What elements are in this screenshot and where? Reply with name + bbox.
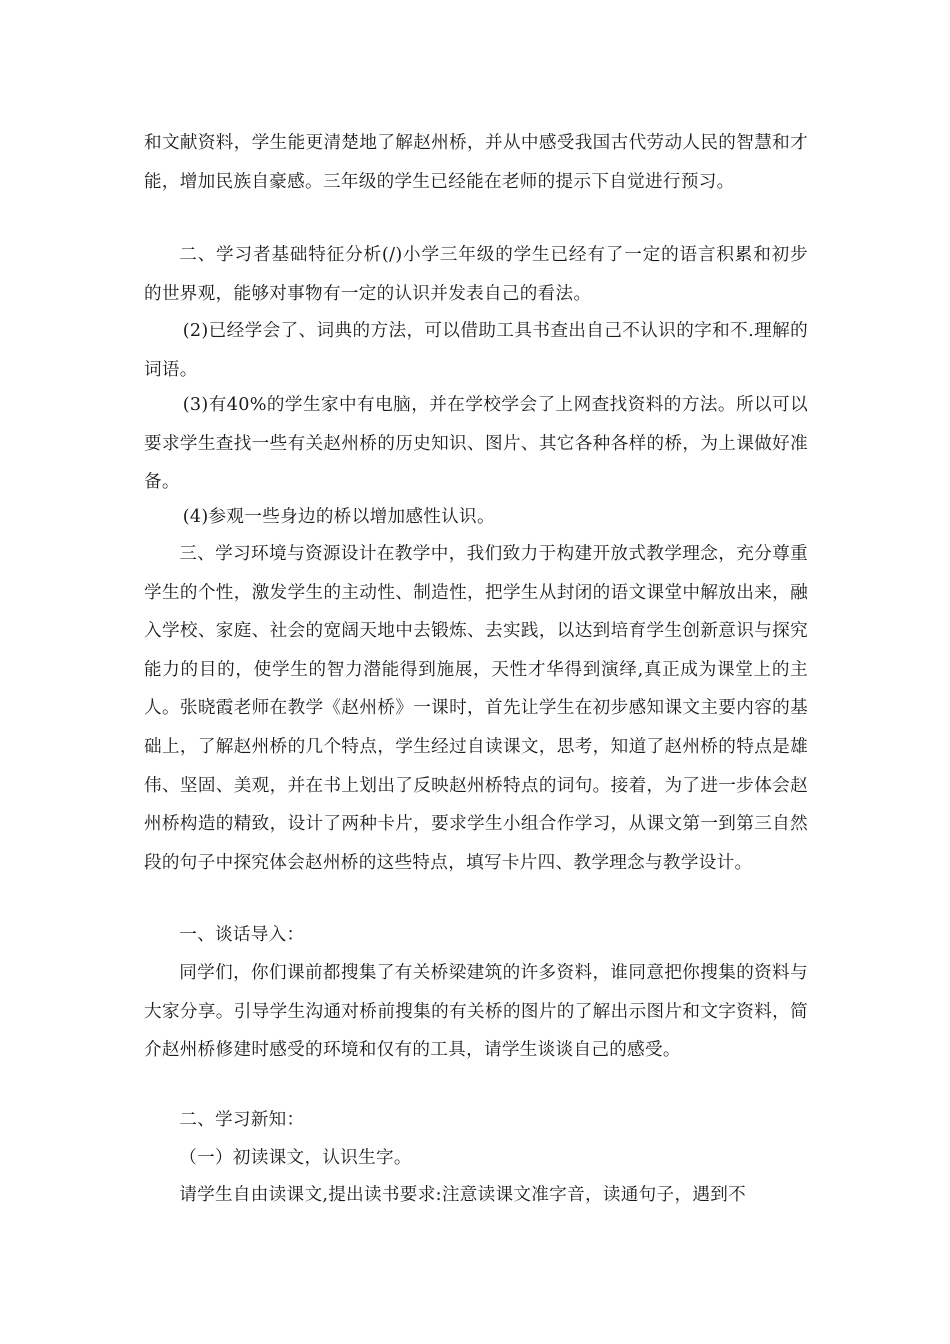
paragraph-learner-analysis: 二、学习者基础特征分析(/)小学三年级的学生已经有了一定的语言积累和初步的世界观，能够对事物有一定的认识并发表自己的看法。 — [144, 245, 808, 304]
paragraph-introduction: 同学们，你们课前都搜集了有关桥梁建筑的许多资料，谁同意把你搜集的资料与大家分享。引导学生沟通对桥前搜集的有关桥的图片的了解出示图片和文字资料，简介赵州桥修建时感受的环境和仅有的工具，请学生谈谈自己的感受。 — [144, 963, 808, 1061]
heading-first-reading: （一）初读课文，认识生字。 — [179, 1148, 412, 1168]
paragraph-dictionary-skill: (2)已经学会了、词典的方法，可以借助工具书查出自己不认识的字和不.理解的词语。 — [144, 321, 808, 380]
paragraph-reading-requirements: 请学生自由读课文,提出读书要求:注意读课文准字音，读通句子，遇到不 — [179, 1185, 747, 1205]
paragraph-visit-bridges: (4)参观一些身边的桥以增加感性认识。 — [182, 507, 495, 527]
heading-introduction: 一、谈话导入： — [179, 925, 305, 945]
paragraph-computer-access: (3)有40%的学生家中有电脑，并在学校学会了上网查找资料的方法。所以可以要求学生查找一些有关赵州桥的历史知识、图片、其它各种各样的桥，为上课做好准备。 — [144, 395, 808, 493]
heading-new-knowledge: 二、学习新知： — [179, 1110, 305, 1130]
paragraph-environment-design: 三、学习环境与资源设计在教学中，我们致力于构建开放式教学理念，充分尊重学生的个性，激发学生的主动性、制造性，把学生从封闭的语文课堂中解放出来，融入学校、家庭、社会的宽阔天地中去锻炼、去实践，以达到培育学生创新意识与探究能力的目的，使学生的智力潜能得到施展，天性才华得到演绎,真正成为课堂上的主人。张晓霞老师在教学《赵州桥》一课时，首先让学生在初步感知课文主要内容的基础上，了解赵州桥的几个特点，学生经过自读课文，思考，知道了赵州桥的特点是雄伟、坚固、美观，并在书上划出了反映赵州桥特点的词句。接着，为了进一步体会赵州桥构造的精致，设计了两种卡片，要求学生小组合作学习，从课文第一到第三自然段的句子中探究体会赵州桥的这些特点，填写卡片四、教学理念与教学设计。 — [144, 544, 808, 873]
paragraph-continuation: 和文献资料，学生能更清楚地了解赵州桥，并从中感受我国古代劳动人民的智慧和才能，增加民族自豪感。三年级的学生已经能在老师的提示下自觉进行预习。 — [144, 133, 808, 192]
